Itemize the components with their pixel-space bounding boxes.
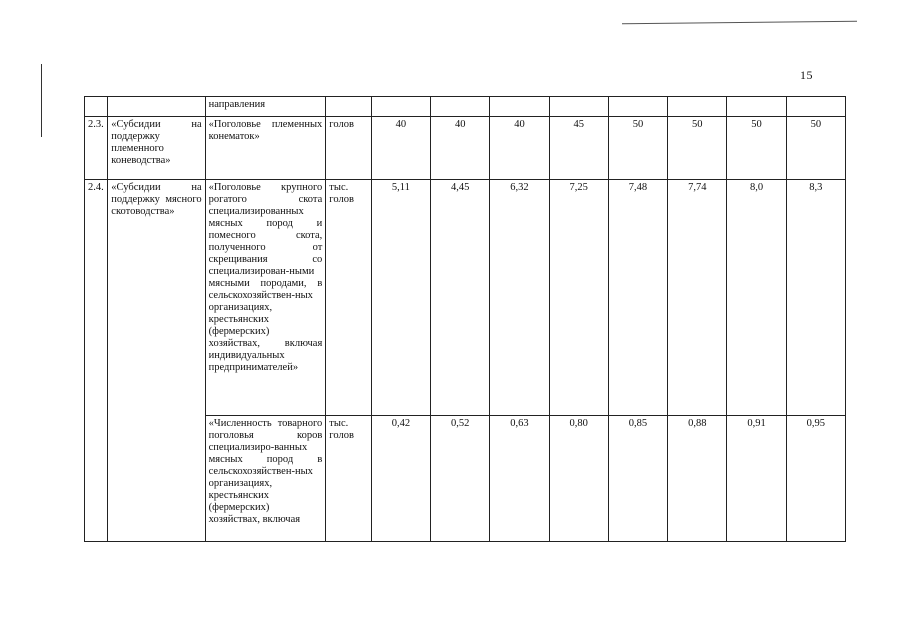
- cell-value: [371, 97, 430, 117]
- cell-subsidy: «Субсидии на поддержку мясного скотоводства»: [108, 180, 205, 542]
- subsidy-indicators-table: [84, 96, 846, 542]
- cell-value: 0,91: [727, 416, 786, 542]
- cell-unit: голов: [326, 117, 372, 180]
- cell-subsidy: «Субсидии на поддержку племенного коневодства»: [108, 117, 205, 180]
- table-row-2-4: [85, 180, 846, 416]
- cell-value: 40: [490, 117, 549, 180]
- cell-unit: [326, 97, 372, 117]
- cell-value: [431, 97, 490, 117]
- cell-value: [668, 97, 727, 117]
- cell-value: [727, 97, 786, 117]
- cell-value: 5,11: [371, 180, 430, 416]
- cell-value: 50: [727, 117, 786, 180]
- cell-value: [490, 97, 549, 117]
- cell-value: 0,63: [490, 416, 549, 542]
- cell-value: 6,32: [490, 180, 549, 416]
- cell-value: 0,88: [668, 416, 727, 542]
- table-row-continuation: [85, 97, 846, 117]
- cell-unit: тыс. голов: [326, 180, 372, 416]
- cell-value: 0,85: [608, 416, 667, 542]
- cell-value: 8,3: [786, 180, 845, 416]
- cell-value: 4,45: [431, 180, 490, 416]
- cell-value: 8,0: [727, 180, 786, 416]
- cell-indicator: направления: [205, 97, 326, 117]
- cell-value: 50: [668, 117, 727, 180]
- scan-artifact-margin-line: [41, 64, 42, 137]
- cell-no: [85, 97, 108, 117]
- cell-value: [786, 97, 845, 117]
- cell-value: 7,25: [549, 180, 608, 416]
- cell-subsidy: [108, 97, 205, 117]
- cell-value: 0,80: [549, 416, 608, 542]
- cell-value: 0,52: [431, 416, 490, 542]
- cell-value: [549, 97, 608, 117]
- cell-value: 45: [549, 117, 608, 180]
- cell-value: 50: [786, 117, 845, 180]
- cell-unit: тыс. голов: [326, 416, 372, 542]
- cell-no: 2.3.: [85, 117, 108, 180]
- table-row-2-3: [85, 117, 846, 180]
- page-number: 15: [800, 68, 813, 82]
- cell-indicator: «Поголовье крупного рогатого скота специализированных мясных пород и помесного скота, полученного от скрещивания со специализирован-ными мясными породами, в сельскохозяйствен-ных организациях, крестьянских (фермерских) хозяйствах, включая индивидуальных предпринимателей»: [205, 180, 326, 416]
- cell-value: 40: [431, 117, 490, 180]
- cell-value: [608, 97, 667, 117]
- cell-value: 40: [371, 117, 430, 180]
- cell-indicator: «Поголовье племенных конематок»: [205, 117, 326, 180]
- cell-value: 7,74: [668, 180, 727, 416]
- cell-value: 50: [608, 117, 667, 180]
- cell-indicator: «Численность товарного поголовья коров специализиро-ванных мясных пород в сельскохозяйствен-ных организациях, крестьянских (фермерских) хозяйствах, включая: [205, 416, 326, 542]
- cell-value: 0,42: [371, 416, 430, 542]
- cell-no: 2.4.: [85, 180, 108, 542]
- scan-artifact-line: [622, 21, 857, 24]
- cell-value: 7,48: [608, 180, 667, 416]
- cell-value: 0,95: [786, 416, 845, 542]
